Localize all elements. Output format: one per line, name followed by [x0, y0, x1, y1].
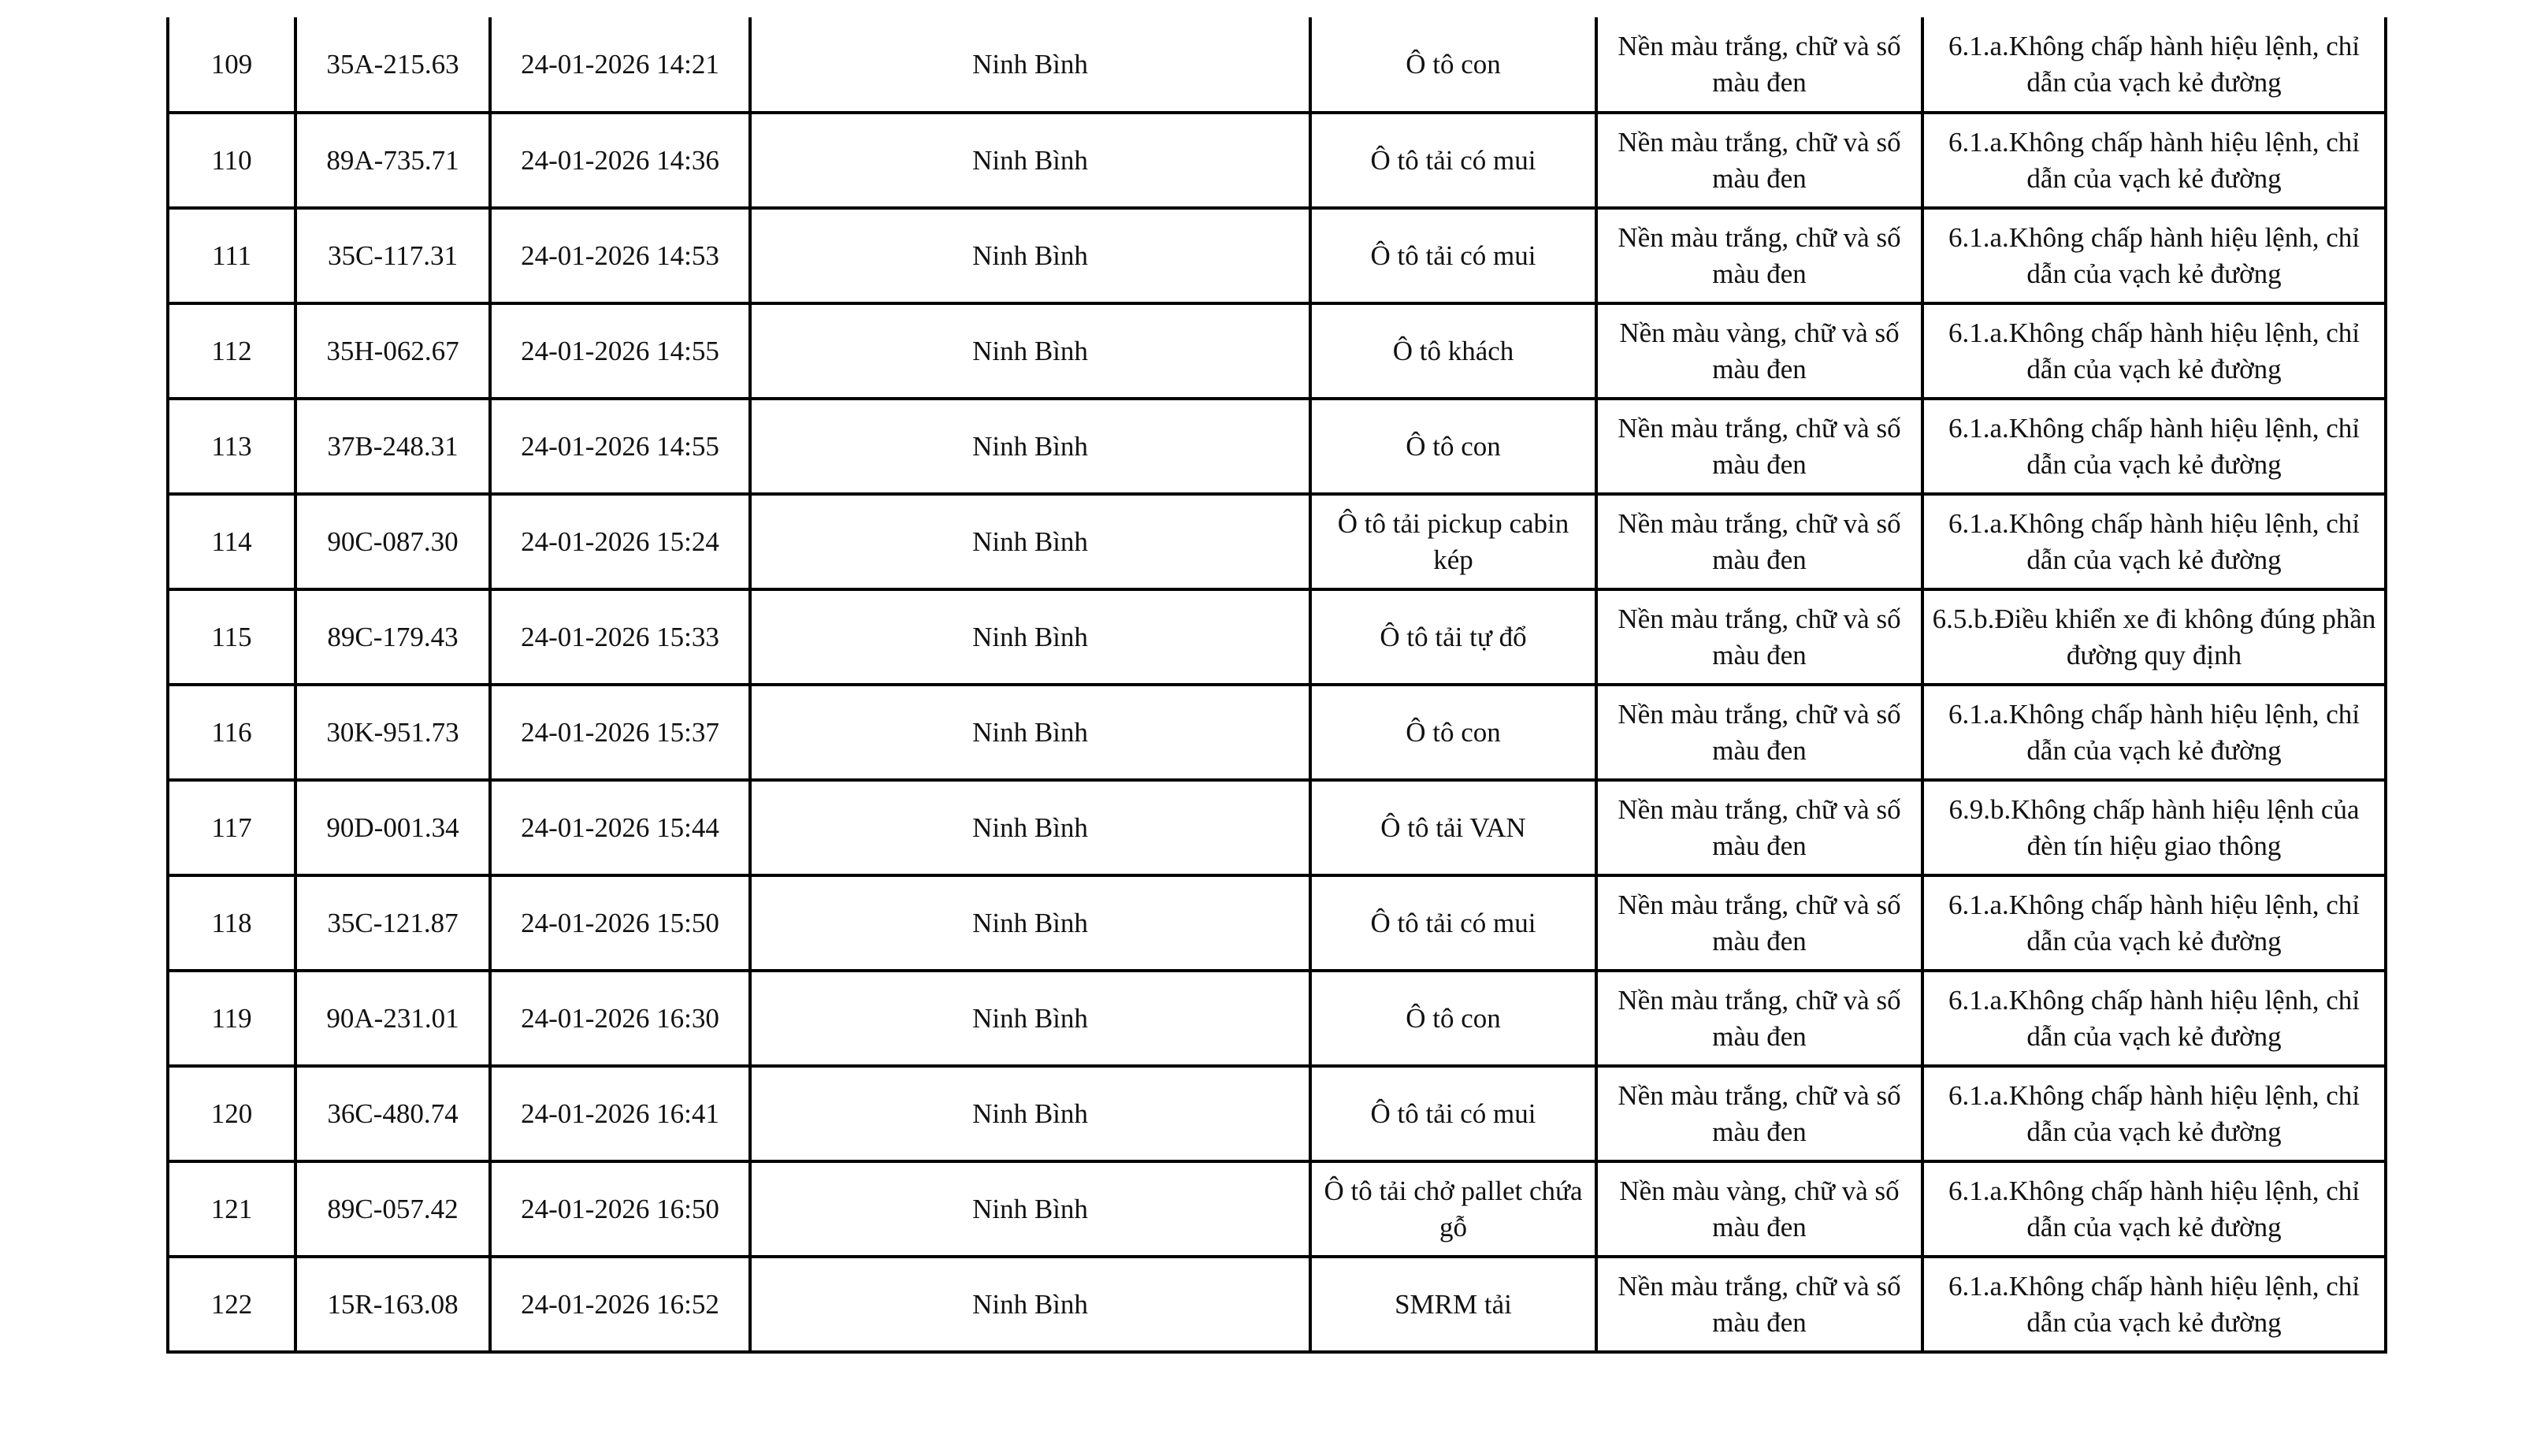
cell-plate: 35C-117.31	[295, 208, 490, 303]
cell-violation: 6.1.a.Không chấp hành hiệu lệnh, chỉ dẫn của vạch kẻ đường	[1922, 208, 2386, 303]
cell-place: Ninh Bình	[750, 1066, 1310, 1161]
cell-vehicle: Ô tô con	[1310, 17, 1596, 113]
cell-stt: 121	[168, 1161, 295, 1257]
cell-stt: 111	[168, 208, 295, 303]
cell-stt: 109	[168, 17, 295, 113]
cell-vehicle: Ô tô con	[1310, 399, 1596, 494]
cell-vehicle: Ô tô tải VAN	[1310, 780, 1596, 875]
cell-plate: 89C-179.43	[295, 589, 490, 685]
cell-place: Ninh Bình	[750, 208, 1310, 303]
cell-violation: 6.1.a.Không chấp hành hiệu lệnh, chỉ dẫn của vạch kẻ đường	[1922, 1161, 2386, 1257]
table-row	[168, 875, 2386, 971]
cell-time: 24-01-2026 14:36	[490, 113, 750, 208]
table-row	[168, 971, 2386, 1066]
cell-plate-color: Nền màu trắng, chữ và số màu đen	[1596, 1066, 1922, 1161]
cell-stt: 116	[168, 685, 295, 780]
table-row	[168, 208, 2386, 303]
cell-stt: 112	[168, 303, 295, 399]
cell-vehicle: Ô tô tải có mui	[1310, 113, 1596, 208]
cell-violation: 6.1.a.Không chấp hành hiệu lệnh, chỉ dẫn của vạch kẻ đường	[1922, 685, 2386, 780]
cell-place: Ninh Bình	[750, 494, 1310, 589]
cell-violation: 6.1.a.Không chấp hành hiệu lệnh, chỉ dẫn của vạch kẻ đường	[1922, 1066, 2386, 1161]
cell-plate-color: Nền màu trắng, chữ và số màu đen	[1596, 685, 1922, 780]
table-row	[168, 494, 2386, 589]
table-row	[168, 1161, 2386, 1257]
cell-plate-color: Nền màu vàng, chữ và số màu đen	[1596, 1161, 1922, 1257]
cell-plate: 35C-121.87	[295, 875, 490, 971]
cell-time: 24-01-2026 15:24	[490, 494, 750, 589]
cell-place: Ninh Bình	[750, 17, 1310, 113]
cell-violation: 6.1.a.Không chấp hành hiệu lệnh, chỉ dẫn của vạch kẻ đường	[1922, 303, 2386, 399]
cell-time: 24-01-2026 16:50	[490, 1161, 750, 1257]
cell-stt: 117	[168, 780, 295, 875]
cell-plate-color: Nền màu trắng, chữ và số màu đen	[1596, 780, 1922, 875]
cell-plate: 15R-163.08	[295, 1257, 490, 1352]
cell-stt: 113	[168, 399, 295, 494]
cell-time: 24-01-2026 16:52	[490, 1257, 750, 1352]
cell-violation: 6.1.a.Không chấp hành hiệu lệnh, chỉ dẫn của vạch kẻ đường	[1922, 494, 2386, 589]
table-body	[168, 17, 2386, 1352]
cell-vehicle: Ô tô tải tự đổ	[1310, 589, 1596, 685]
cell-plate: 35A-215.63	[295, 17, 490, 113]
cell-violation: 6.9.b.Không chấp hành hiệu lệnh của đèn tín hiệu giao thông	[1922, 780, 2386, 875]
cell-plate: 30K-951.73	[295, 685, 490, 780]
cell-vehicle: Ô tô tải pickup cabin kép	[1310, 494, 1596, 589]
cell-violation: 6.1.a.Không chấp hành hiệu lệnh, chỉ dẫn của vạch kẻ đường	[1922, 971, 2386, 1066]
cell-place: Ninh Bình	[750, 685, 1310, 780]
cell-plate-color: Nền màu trắng, chữ và số màu đen	[1596, 1257, 1922, 1352]
cell-stt: 118	[168, 875, 295, 971]
table-row	[168, 1066, 2386, 1161]
cell-violation: 6.1.a.Không chấp hành hiệu lệnh, chỉ dẫn của vạch kẻ đường	[1922, 113, 2386, 208]
cell-vehicle: Ô tô tải có mui	[1310, 875, 1596, 971]
cell-stt: 120	[168, 1066, 295, 1161]
cell-violation: 6.5.b.Điều khiển xe đi không đúng phần đường quy định	[1922, 589, 2386, 685]
table-row	[168, 1257, 2386, 1352]
cell-violation: 6.1.a.Không chấp hành hiệu lệnh, chỉ dẫn của vạch kẻ đường	[1922, 17, 2386, 113]
cell-plate-color: Nền màu trắng, chữ và số màu đen	[1596, 875, 1922, 971]
cell-vehicle: SMRM tải	[1310, 1257, 1596, 1352]
cell-violation: 6.1.a.Không chấp hành hiệu lệnh, chỉ dẫn của vạch kẻ đường	[1922, 1257, 2386, 1352]
cell-vehicle: Ô tô khách	[1310, 303, 1596, 399]
cell-time: 24-01-2026 14:55	[490, 303, 750, 399]
cell-place: Ninh Bình	[750, 1161, 1310, 1257]
cell-violation: 6.1.a.Không chấp hành hiệu lệnh, chỉ dẫn của vạch kẻ đường	[1922, 875, 2386, 971]
cell-place: Ninh Bình	[750, 875, 1310, 971]
cell-time: 24-01-2026 15:44	[490, 780, 750, 875]
table-row	[168, 780, 2386, 875]
cell-plate: 90C-087.30	[295, 494, 490, 589]
cell-time: 24-01-2026 14:53	[490, 208, 750, 303]
table-row	[168, 113, 2386, 208]
cell-time: 24-01-2026 15:37	[490, 685, 750, 780]
cell-plate-color: Nền màu trắng, chữ và số màu đen	[1596, 17, 1922, 113]
cell-time: 24-01-2026 14:55	[490, 399, 750, 494]
cell-stt: 110	[168, 113, 295, 208]
cell-time: 24-01-2026 15:50	[490, 875, 750, 971]
cell-time: 24-01-2026 16:41	[490, 1066, 750, 1161]
cell-plate: 89C-057.42	[295, 1161, 490, 1257]
cell-place: Ninh Bình	[750, 1257, 1310, 1352]
cell-plate: 36C-480.74	[295, 1066, 490, 1161]
cell-plate-color: Nền màu trắng, chữ và số màu đen	[1596, 208, 1922, 303]
table-row	[168, 589, 2386, 685]
cell-vehicle: Ô tô tải có mui	[1310, 1066, 1596, 1161]
table-row	[168, 303, 2386, 399]
cell-vehicle: Ô tô tải chở pallet chứa gỗ	[1310, 1161, 1596, 1257]
cell-stt: 115	[168, 589, 295, 685]
cell-place: Ninh Bình	[750, 113, 1310, 208]
table-row	[168, 685, 2386, 780]
cell-plate: 35H-062.67	[295, 303, 490, 399]
cell-plate: 89A-735.71	[295, 113, 490, 208]
cell-stt: 114	[168, 494, 295, 589]
cell-place: Ninh Bình	[750, 780, 1310, 875]
cell-plate-color: Nền màu trắng, chữ và số màu đen	[1596, 113, 1922, 208]
cell-violation: 6.1.a.Không chấp hành hiệu lệnh, chỉ dẫn của vạch kẻ đường	[1922, 399, 2386, 494]
cell-vehicle: Ô tô tải có mui	[1310, 208, 1596, 303]
cell-place: Ninh Bình	[750, 399, 1310, 494]
cell-plate-color: Nền màu trắng, chữ và số màu đen	[1596, 399, 1922, 494]
cell-place: Ninh Bình	[750, 971, 1310, 1066]
cell-plate: 90A-231.01	[295, 971, 490, 1066]
cell-plate-color: Nền màu vàng, chữ và số màu đen	[1596, 303, 1922, 399]
cell-stt: 122	[168, 1257, 295, 1352]
cell-time: 24-01-2026 16:30	[490, 971, 750, 1066]
cell-stt: 119	[168, 971, 295, 1066]
cell-time: 24-01-2026 14:21	[490, 17, 750, 113]
cell-plate: 90D-001.34	[295, 780, 490, 875]
table-row	[168, 399, 2386, 494]
cell-plate-color: Nền màu trắng, chữ và số màu đen	[1596, 971, 1922, 1066]
cell-place: Ninh Bình	[750, 303, 1310, 399]
cell-place: Ninh Bình	[750, 589, 1310, 685]
table-row	[168, 17, 2386, 113]
cell-vehicle: Ô tô con	[1310, 971, 1596, 1066]
cell-plate-color: Nền màu trắng, chữ và số màu đen	[1596, 589, 1922, 685]
violations-table	[166, 17, 2387, 1354]
cell-time: 24-01-2026 15:33	[490, 589, 750, 685]
cell-vehicle: Ô tô con	[1310, 685, 1596, 780]
cell-plate: 37B-248.31	[295, 399, 490, 494]
cell-plate-color: Nền màu trắng, chữ và số màu đen	[1596, 494, 1922, 589]
